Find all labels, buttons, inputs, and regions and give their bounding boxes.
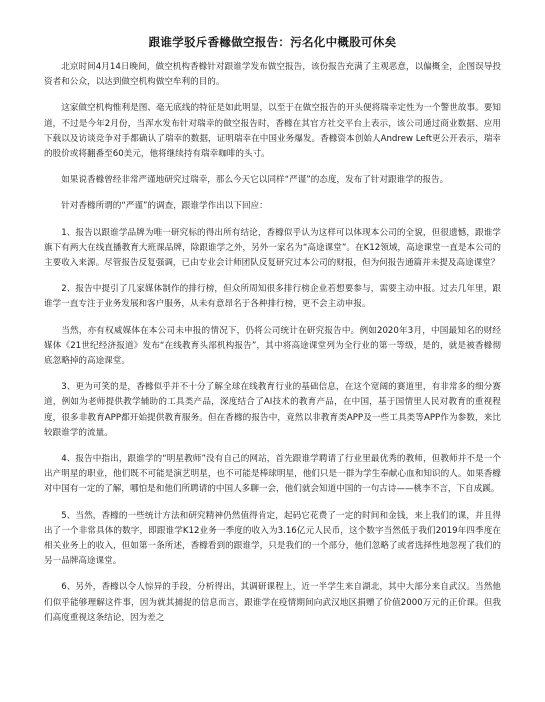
document-title: 跟谁学驳斥香橼做空报告：污名化中概股可休矣 — [148, 35, 397, 49]
paragraph-point-2-cont: 当然，亦有权威媒体在本公司未申报的情况下，仍将公司统计在研究报告中。例如2020年3月，中国最知名的财经媒体《21世纪经济报道》发布“在线教育头部机构报告”，其中将高途课堂列为全行业的第一等级，是的，就是被香橼彻底忽略掉的高途课堂。 — [44, 325, 501, 367]
paragraph-intro: 北京时间4月14日晚间，做空机构香橼针对跟谁学发布做空报告，该份报告充满了主观恶意，以偏概全，企图误导投资者和公众，以达到做空机构做空牟利的目的。 — [44, 62, 501, 88]
paragraph-point-4: 4、报告中指出，跟谁学的“明星教师”没有自己的网站，首先跟谁学聘请了行业里最优秀的教师，但教师并不是一个出产明星的职业，他们既不可能是演艺明星，也不可能是棒球明星，他们只是一群为学生奉献心血和知识的人。如果香橼对中国有一定的了解，哪怕是和他们所聘请的中国人多聊一会，他们就会知道中国的一句古诗——桃李不言，下自成蹊。 — [44, 454, 501, 495]
paragraph-point-2: 2、报告中提引了几家媒体制作的排行榜，但众所周知很多排行榜企业若想要参与，需要主动申报。过去几年里，跟谁学一直专注于业务发展和客户服务，从未有意昂名于各种排行榜，更不会主动申报。 — [44, 284, 501, 310]
paragraph-rigor: 如果说香橼曾经非常严谨地研究过瑞幸，那么今天它以同样“严谨”的态度，发布了针对跟谁学的报告。 — [61, 175, 449, 186]
paragraph-point-3: 3、更为可笑的是，香橼似乎并不十分了解全球在线教育行业的基础信息，在这个宽阔的赛道里，有非常多的细分赛道，例如为老师提供教学辅助的工具类产品，深度结合了AI技术的教育产品，在中国，基于国情里人民对教育的重视程度，很多非教育APP都开始提供教育服务。但在香橼的报告中，竟然以非教育类APP及一些工具类等APP作为参数，来比较跟谁学的流量。 — [44, 382, 501, 438]
paragraph-luckin: 这家做空机构惟利是图、毫无底线的特征是如此明显，以至于在做空报告的开头便将瑞幸定性为一个警世故事。要知道，不过是今年2月份，当浑水发布针对瑞幸的做空报告时，香橼在其官方社交平台上表示，该公司通过商业数据、应用下载以及访谈竞争对手都确认了瑞幸的数据，证明瑞幸在中国业务爆发。香橼资本创始人Andrew Left更公开表示，瑞幸的股价或将翻番至60美元，他将继续持有瑞幸咖啡的头寸。 — [44, 103, 501, 160]
paragraph-point-1: 1、报告以跟谁学品牌为唯一研究标的得出所有结论，香橼似乎认为这样可以体现本公司的全貌，但很遗憾，跟谁学旗下有两大在线直播教育大班课品牌，除跟谁学之外，另外一家名为“高途课堂”。在K12领域，高途课堂一直是本公司的主要收入来源。尽管报告反复强调，已由专业会计师团队反复研究过本公司的财报，但为何报告通篇并未提及高途课堂？ — [44, 227, 501, 269]
paragraph-point-6: 6、另外，香橼以令人惊异的手段，分析得出，其调研课程上，近一半学生来自湖北，其中大部分来自武汉。当然他们似乎能够理解这件事，因为就其捕捉的信息而言，跟谁学在疫情期间向武汉地区捐赠了价值2000万元的正价课。但我们高度重视这条结论，因为差之 — [44, 582, 501, 623]
paragraph-response-lead: 针对香橼所谓的“严谨”的调查，跟谁学作出以下回应： — [61, 201, 268, 212]
paragraph-point-5: 5、当然，香橼的一些统计方法和研究精神仍然值得肯定，起码它花费了一定的时间和金钱，来上我们的课，并且得出了一个非常具体的数字，即跟谁学K12业务一季度的收入为3.16亿元人民币，这个数字当然低于我们2019年四季度在相关业务上的收入，但如第一条所述，香橼看到的跟谁学，只是我们的一个部分，他们忽略了或者选择性地忽视了我们的另一品牌高途课堂。 — [44, 510, 501, 567]
